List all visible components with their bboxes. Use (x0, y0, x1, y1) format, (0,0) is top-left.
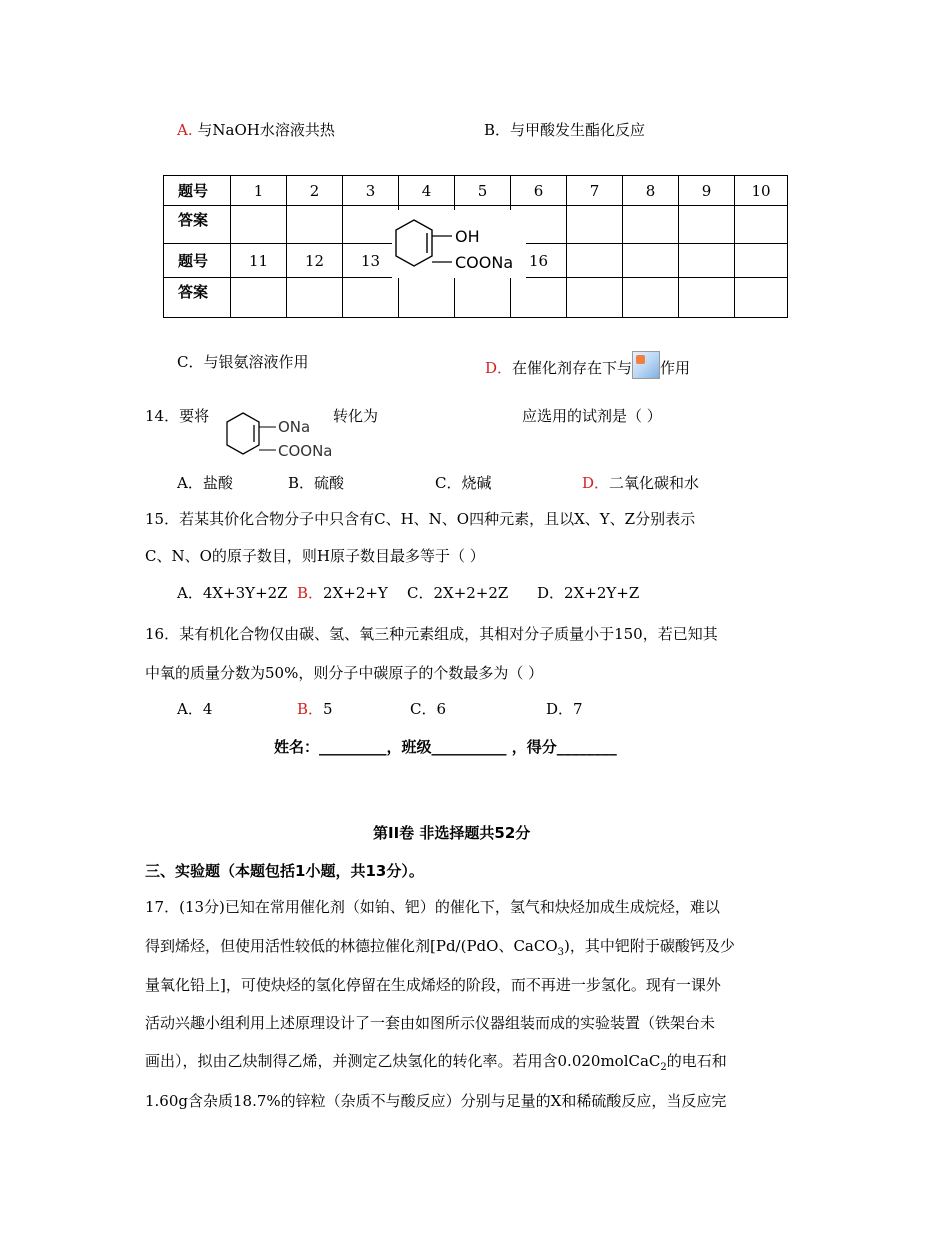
q13-option-d-letter: D． (485, 359, 513, 377)
q17-line5-b: 的电石和 (666, 1052, 727, 1070)
answer-cell[interactable] (231, 278, 287, 318)
q16-option-c: C．6 (410, 700, 447, 718)
benzene-ring-icon (392, 210, 526, 278)
answer-cell[interactable] (399, 278, 455, 318)
table-row (164, 278, 788, 318)
table-cell: 13 (343, 244, 399, 278)
answer-cell[interactable] (679, 278, 735, 318)
q13-option-b: B．与甲酸发生酯化反应 (484, 121, 646, 139)
broken-image-icon (632, 351, 660, 379)
struct-ona: ONa (278, 418, 311, 436)
q15-line2: C、N、O的原子数目，则H原子数目最多等于（ ） (145, 547, 485, 565)
struct-oh: OH (455, 227, 480, 246)
benzene-ring-icon (221, 405, 331, 465)
q14-option-b: B．硫酸 (288, 474, 345, 492)
table-cell: 11 (231, 244, 287, 278)
table-cell: 10 (735, 176, 788, 206)
q16-option-b-text: 5 (323, 700, 333, 718)
row-label: 答案 (164, 206, 231, 244)
table-cell: 5 (455, 176, 511, 206)
structure-oh-coona (392, 210, 526, 278)
table-cell: 9 (679, 176, 735, 206)
q17-line1: 17．(13分)已知在常用催化剂（如铂、钯）的催化下，氢气和炔烃加成生成烷烃，难以 (145, 898, 720, 916)
row-label: 答案 (164, 278, 231, 318)
answer-cell[interactable] (343, 278, 399, 318)
q15-line1: 15．若某其价化合物分子中只含有C、H、N、O四种元素，且以X、Y、Z分别表示 (145, 510, 696, 528)
answer-cell[interactable] (735, 278, 788, 318)
q15-option-b-text: 2X+2+Y (323, 584, 388, 602)
q17-line2-sub: 3 (557, 947, 565, 958)
table-cell: 4 (399, 176, 455, 206)
answer-cell[interactable] (287, 278, 343, 318)
struct-coona: COONa (455, 253, 514, 272)
table-cell: 3 (343, 176, 399, 206)
student-info-line: 姓名：_________，班级__________ ，得分________ (274, 738, 617, 756)
q14-option-a: A．盐酸 (177, 474, 233, 492)
q17-line5-sub: 2 (660, 1062, 667, 1073)
q17-line2 (145, 935, 735, 958)
q17-line5-a: 画出），拟由乙炔制得乙烯，并测定乙炔氢化的转化率。若用含0.020molCaC (145, 1052, 661, 1070)
q16-option-a: A．4 (177, 700, 213, 718)
table-cell: 12 (287, 244, 343, 278)
answer-cell[interactable] (343, 206, 399, 244)
q13-option-c: C．与银氨溶液作用 (177, 353, 309, 371)
section2-title: 第II卷 非选择题共52分 (373, 824, 531, 842)
q14-prefix: 14．要将 (145, 407, 210, 425)
q16-line1: 16．某有机化合物仅由碳、氢、氧三种元素组成，其相对分子质量小于150，若已知其 (145, 625, 718, 643)
q13-option-a-letter: A. (177, 121, 193, 139)
q17-line3: 量氧化铅上]，可使炔烃的氢化停留在生成烯烃的阶段，而不再进一步氢化。现有一课外 (145, 976, 721, 994)
answer-cell[interactable] (567, 278, 623, 318)
q15-option-a: A．4X+3Y+2Z (177, 584, 288, 602)
q16-option-b-letter: B． (297, 700, 324, 718)
q15-option-d: D．2X+2Y+Z (537, 584, 640, 602)
table-cell: 16 (511, 244, 567, 278)
q14-option-d-text: 二氧化碳和水 (609, 474, 700, 492)
section3-title: 三、实验题（本题包括1小题，共13分）。 (145, 862, 424, 880)
answer-cell[interactable] (511, 278, 567, 318)
table-cell: 8 (623, 176, 679, 206)
q13-option-d (485, 351, 690, 379)
answer-cell[interactable] (679, 206, 735, 244)
structure-ona-coona (221, 405, 331, 465)
table-row (164, 176, 788, 206)
table-cell: 2 (287, 176, 343, 206)
q17-line2-a: 得到烯烃，但使用活性较低的林德拉催化剂[Pd/(PdO、CaCO (145, 937, 558, 955)
q15-option-b-letter: B． (297, 584, 324, 602)
q13-option-d-suffix: 作用 (660, 359, 691, 377)
q16-option-d: D．7 (546, 700, 583, 718)
q13-option-d-text: 在催化剂存在下与 (512, 359, 633, 377)
table-cell: 1 (231, 176, 287, 206)
q14-option-c: C．烧碱 (435, 474, 492, 492)
table-cell: 7 (567, 176, 623, 206)
q14-middle: 转化为 (333, 407, 379, 425)
q13-option-a (177, 119, 335, 140)
table-cell (735, 244, 788, 278)
q15-option-c: C．2X+2+2Z (407, 584, 509, 602)
q14-option-d (582, 472, 699, 493)
q17-line6: 1.60g含杂质18.7%的锌粒（杂质不与酸反应）分别与足量的X和稀硫酸反应，当反应完 (145, 1092, 727, 1110)
table-cell (679, 244, 735, 278)
q14-tail: 应选用的试剂是（ ） (522, 407, 662, 425)
q17-line2-b: )，其中钯附于碳酸钙及少 (564, 937, 735, 955)
answer-cell[interactable] (735, 206, 788, 244)
table-cell (567, 244, 623, 278)
table-cell: 6 (511, 176, 567, 206)
q16-option-b (297, 698, 333, 719)
row-label: 题号 (164, 176, 231, 206)
q13-option-a-text: 与NaOH水溶液共热 (197, 121, 335, 139)
struct-coona: COONa (278, 442, 331, 460)
q15-option-b (297, 582, 388, 603)
q17-line5 (145, 1050, 727, 1073)
answer-cell[interactable] (231, 206, 287, 244)
answer-cell[interactable] (623, 206, 679, 244)
answer-cell[interactable] (455, 278, 511, 318)
answer-cell[interactable] (287, 206, 343, 244)
q17-line4: 活动兴趣小组利用上述原理设计了一套由如图所示仪器组装而成的实验装置（铁架台未 (145, 1014, 716, 1032)
table-cell (623, 244, 679, 278)
answer-cell[interactable] (567, 206, 623, 244)
row-label: 题号 (164, 244, 231, 278)
q16-line2: 中氧的质量分数为50%，则分子中碳原子的个数最多为（ ） (145, 664, 544, 682)
q14-option-d-letter: D． (582, 474, 610, 492)
answer-cell[interactable] (623, 278, 679, 318)
